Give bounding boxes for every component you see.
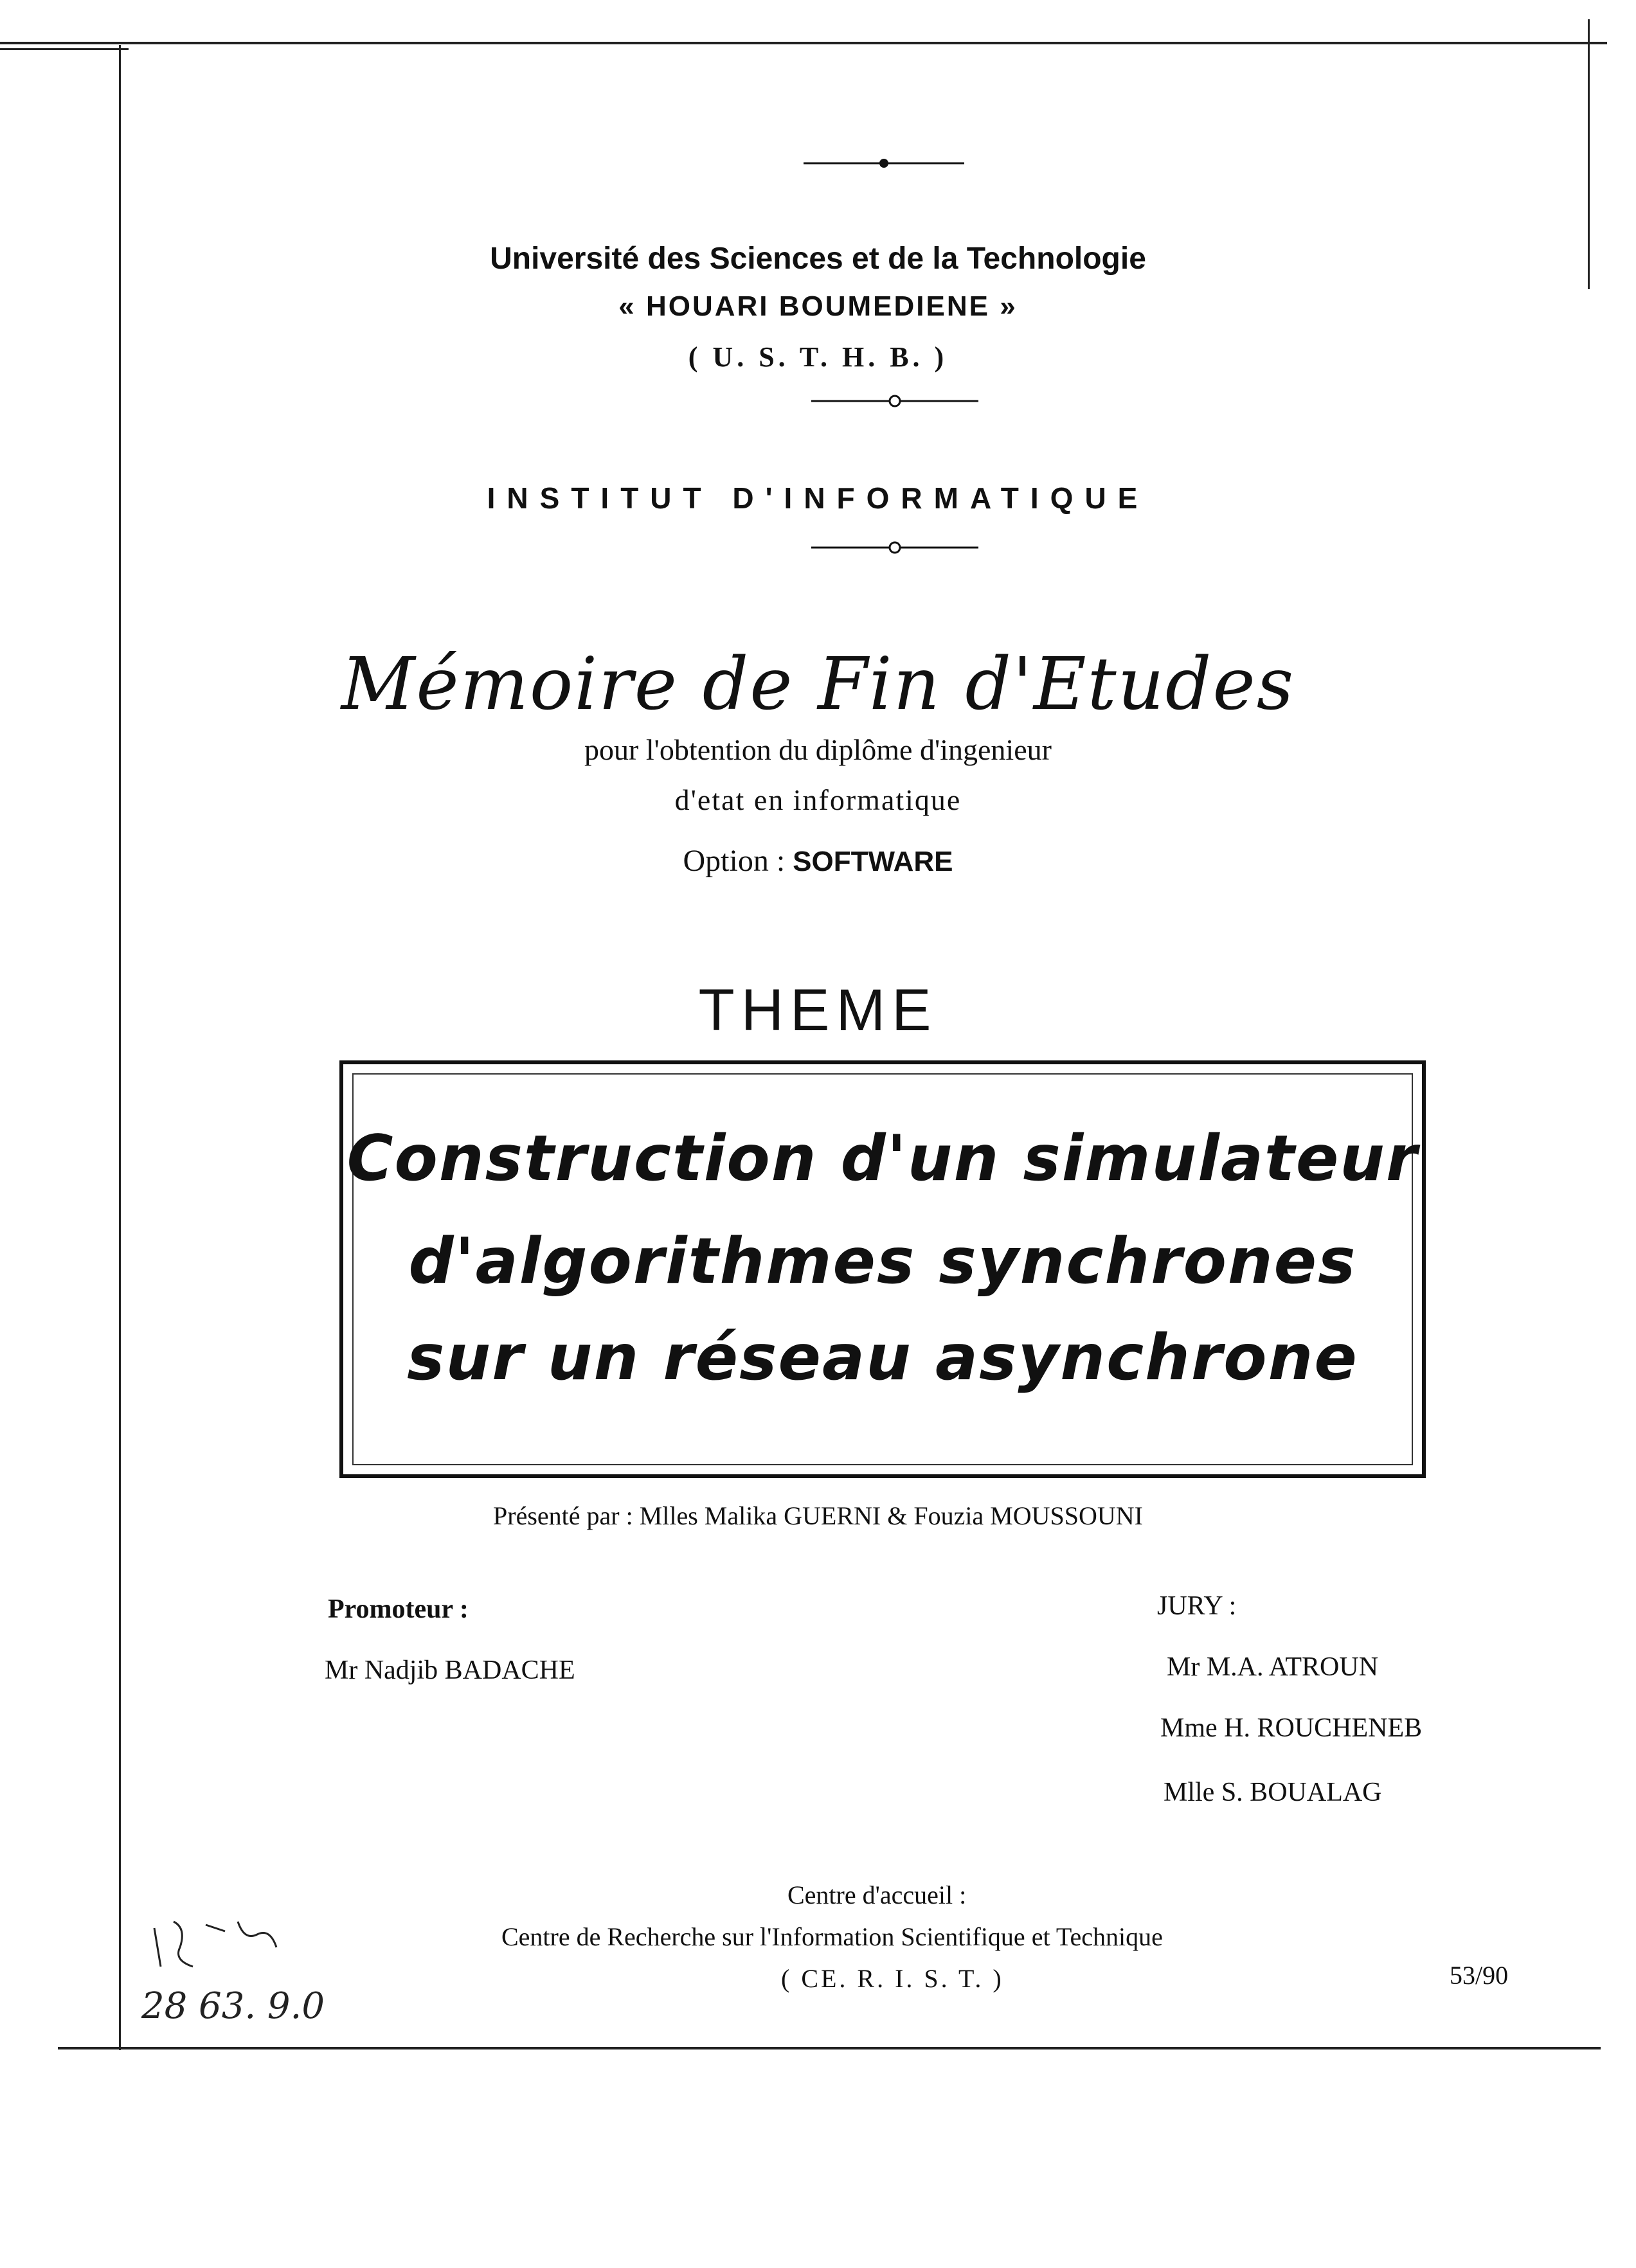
frame-top-line-short: [0, 48, 129, 50]
promoteur-name: Mr Nadjib BADACHE: [325, 1656, 575, 1685]
jury-label: JURY :: [1157, 1591, 1237, 1621]
ornament-top: [804, 156, 964, 175]
purpose-line-1: pour l'obtention du diplôme d'ingenieur: [584, 733, 1052, 766]
jury-member: Mr M.A. ATROUN: [1167, 1652, 1379, 1682]
ornament-after-acronym: [811, 393, 978, 413]
option-value: SOFTWARE: [793, 846, 953, 877]
presented-by: Présenté par : Mlles Malika GUERNI & Fouzia MOUSSOUNI: [493, 1501, 1143, 1530]
reference-number: 53/90: [1450, 1961, 1509, 1990]
handwritten-note-text: 28 63. 9.0: [141, 1985, 325, 2027]
frame-bottom-line: [58, 2047, 1601, 2049]
accueil-acronym: ( CE. R. I. S. T. ): [781, 1964, 1004, 1993]
promoteur-label: Promoteur :: [328, 1594, 469, 1624]
jury-member: Mlle S. BOUALAG: [1164, 1778, 1382, 1807]
theme-line-2: d'algorithmes synchrones: [408, 1225, 1357, 1298]
purpose-line-2: d'etat en informatique: [674, 783, 962, 816]
theme-box: [339, 1060, 1426, 1478]
theme-line-1: Construction d'un simulateur: [346, 1122, 1419, 1195]
option-label: Option :: [683, 844, 786, 878]
theme-heading: THEME: [698, 978, 938, 1043]
ornament-after-institute: [811, 540, 978, 559]
university-name: Université des Sciences et de la Technologie: [490, 242, 1146, 276]
accueil-label: Centre d'accueil :: [787, 1880, 967, 1909]
option-line: [0, 843, 1636, 879]
university-honorific: « HOUARI BOUMEDIENE »: [618, 290, 1018, 322]
jury-member: Mme H. ROUCHENEB: [1160, 1713, 1423, 1743]
memoire-title: Mémoire de Fin d'Etudes: [341, 643, 1295, 726]
frame-top-line: [0, 42, 1607, 44]
handwritten-note: [129, 1909, 399, 2047]
university-acronym: ( U. S. T. H. B. ): [688, 341, 948, 373]
accueil-centre: Centre de Recherche sur l'Information Scientifique et Technique: [501, 1922, 1163, 1951]
institute-name: INSTITUT D'INFORMATIQUE: [487, 481, 1149, 515]
theme-line-3: sur un réseau asynchrone: [407, 1321, 1358, 1395]
